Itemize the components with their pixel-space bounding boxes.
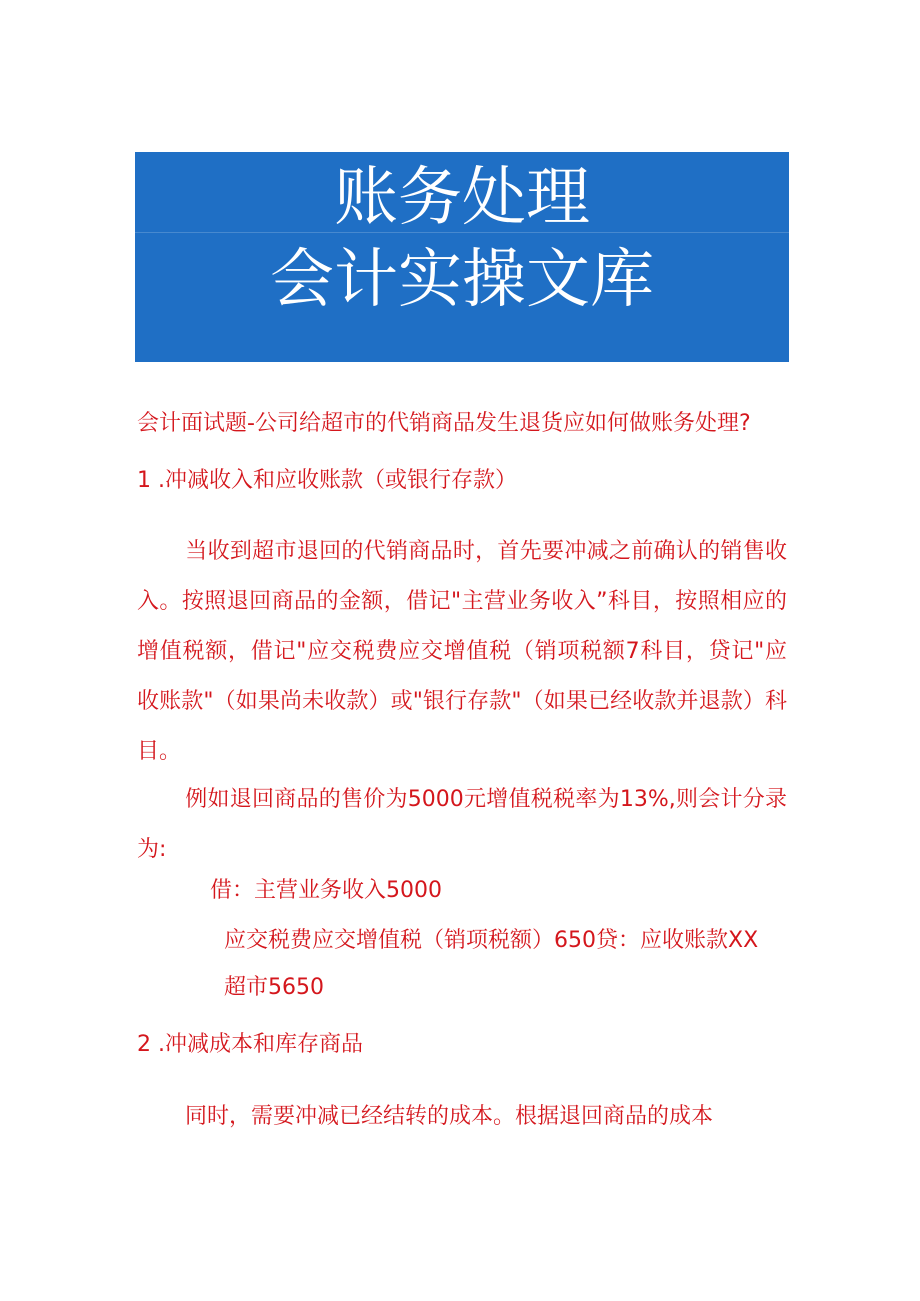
journal-entry-debit: 借：主营业务收入5000 [210,878,442,903]
example-paragraph [137,775,787,875]
section2-paragraph: 同时，需要冲减已经结转的成本。根据退回商品的成本 [185,1104,714,1129]
section2-heading: 2 .冲减成本和库存商品 [137,1032,363,1057]
question-title: 会计面试题-公司给超市的代销商品发生退货应如何做账务处理? [137,411,751,436]
journal-entry-receivable: 超市5650 [224,975,324,1000]
section1-heading: 1 .冲减收入和应收账款（或银行存款） [137,468,517,493]
section1-paragraph-text: 当收到超市退回的代销商品时，首先要冲减之前确认的销售收入。按照退回商品的金额，借记"主营业务收入”科目，按照相应的增值税额，借记"应交税费应交增值税（销项税额7科目，贷记"应收账款"（如果尚未收款）或"银行存款"（如果已经收款并退款）科目。 [137,539,787,764]
section1-paragraph [137,527,787,777]
banner-title-line1: 账务处理 [334,161,590,235]
example-paragraph-text: 例如退回商品的售价为5000元增值税税率为13%,则会计分录为: [137,787,787,862]
banner-title-line2: 会计实操文库 [270,243,654,317]
journal-entry-tax-credit: 应交税费应交增值税（销项税额）650贷：应收账款XX [224,928,759,953]
